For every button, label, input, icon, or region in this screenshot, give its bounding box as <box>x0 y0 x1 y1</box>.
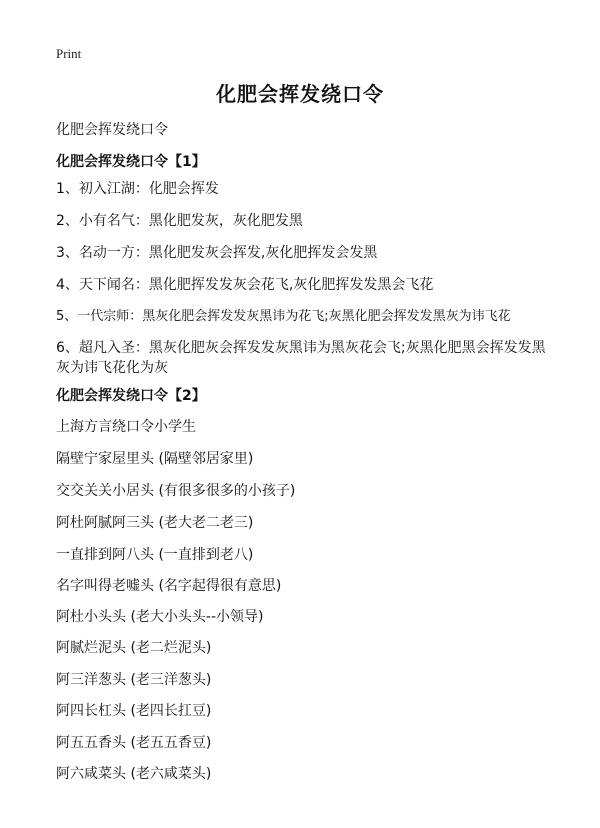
list-item: 阿腻烂泥头 (老二烂泥头) <box>56 640 212 656</box>
list-item: 一直排到阿八头 (一直排到老八) <box>56 547 254 563</box>
list-item: 上海方言绕口令小学生 <box>56 419 196 435</box>
list-item: 阿四长杠头 (老四长扛豆) <box>56 703 212 719</box>
section-heading-1: 化肥会挥发绕口令【1】 <box>56 154 206 170</box>
section-heading-2: 化肥会挥发绕口令【2】 <box>56 388 206 404</box>
document-subtitle: 化肥会挥发绕口令 <box>56 122 168 138</box>
page-title: 化肥会挥发绕口令 <box>216 82 384 106</box>
list-item: 4、天下闻名：黑化肥挥发发灰会花飞,灰化肥挥发发黑会飞花 <box>56 277 434 293</box>
print-label: Print <box>56 46 82 61</box>
list-item: 2、小有名气：黑化肥发灰，灰化肥发黑 <box>56 213 303 229</box>
list-item: 阿杜阿腻阿三头 (老大老二老三) <box>56 515 254 531</box>
list-item: 阿三洋葱头 (老三洋葱头) <box>56 672 212 688</box>
list-item: 交交关关小居头 (有很多很多的小孩子) <box>56 483 296 499</box>
list-item: 阿杜小头头 (老大小头头--小领导) <box>56 609 264 625</box>
list-item: 6、超凡入圣：黑灰化肥灰会挥发发灰黑讳为黑灰花会飞;灰黑化肥黑会挥发发黑灰为讳飞花化为灰 <box>56 340 546 376</box>
list-item: 隔壁宁家屋里头 (隔壁邻居家里) <box>56 451 254 467</box>
list-item: 5、一代宗师：黑灰化肥会挥发发灰黑讳为花飞;灰黑化肥会挥发发黑灰为讳飞花 <box>56 309 511 324</box>
list-item: 名字叫得老嘘头 (名字起得很有意思) <box>56 578 282 594</box>
list-item: 阿六咸菜头 (老六咸菜头) <box>56 766 212 782</box>
list-item: 阿五五香头 (老五五香豆) <box>56 735 212 751</box>
list-item: 1、初入江湖：化肥会挥发 <box>56 181 219 197</box>
list-item: 3、名动一方：黑化肥发灰会挥发,灰化肥挥发会发黑 <box>56 245 378 261</box>
